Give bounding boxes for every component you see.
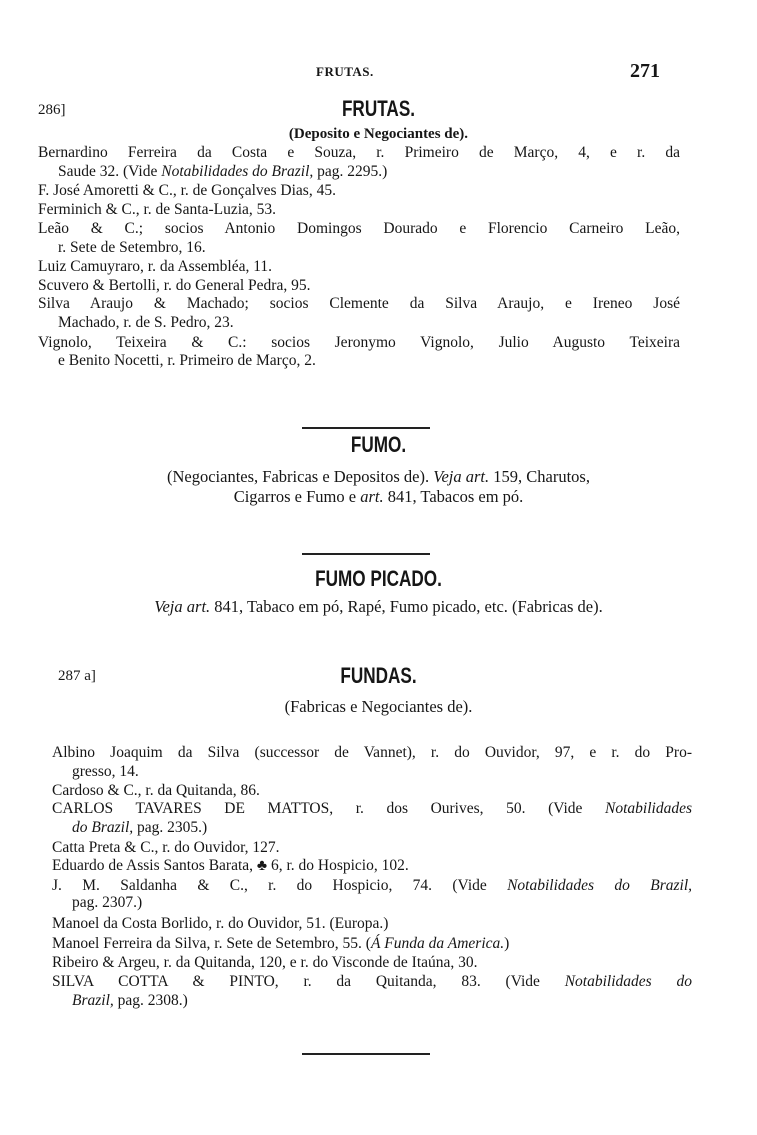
section-title-fumo-picado: FUMO PICADO. (315, 566, 442, 591)
entry-line (52, 743, 692, 762)
text-segment: 841, Tabacos em pó. (383, 487, 524, 506)
entry-line (58, 162, 387, 181)
text-segment: Albino Joaquim da Silva (successor de Vannet), r. do Ouvidor, 97, e r. do Pro- (52, 744, 692, 761)
text-segment: F. José Amoretti & C., r. de Gonçalves Dias, 45. (38, 182, 336, 199)
page-number: 271 (630, 60, 660, 82)
section-title-fundas: FUNDAS. (340, 663, 417, 688)
text-segment: pag. 2308.) (113, 992, 188, 1009)
text-segment: r. Sete de Setembro, 16. (58, 239, 206, 256)
running-head-title: FRUTAS. (316, 64, 374, 79)
section-subtitle: (Fabricas e Negociantes de). (284, 697, 473, 716)
text-segment: Vignolo, Teixeira & C.: socios Jeronymo Vignolo, Julio Augusto Teixeira (38, 334, 680, 351)
section-number: 287 a] (58, 668, 96, 684)
entry-line (58, 238, 206, 257)
divider (302, 427, 430, 429)
text-line (0, 467, 757, 486)
text-segment: Brazil, (72, 992, 114, 1009)
text-segment: 841, Tabaco em pó, Rapé, Fumo picado, etc. (Fabricas de). (210, 597, 603, 616)
text-segment: Luiz Camuyraro, r. da Assembléa, 11. (38, 258, 273, 275)
entry-line (38, 257, 272, 276)
text-segment: Á Funda da America. (370, 935, 505, 952)
entry-line (72, 991, 188, 1010)
text-segment: Cardoso & C., r. da Quitanda, 86. (52, 782, 260, 799)
text-segment: Ribeiro & Argeu, r. da Quitanda, 120, e r. do Visconde de Itaúna, 30. (52, 954, 478, 971)
entry-line (52, 914, 388, 933)
entry-line (38, 333, 680, 352)
text-segment: Manoel Ferreira da Silva, r. Sete de Setembro, 55. ( (52, 935, 371, 952)
text-segment: Notabilidades do Brazil, (161, 163, 314, 180)
entry-line (38, 294, 680, 313)
entry-line (38, 181, 336, 200)
text-segment: Manoel da Costa Borlido, r. do Ouvidor, 51. (Europa.) (52, 915, 389, 932)
entry-line (58, 351, 316, 370)
section-number: 286] (38, 102, 66, 118)
text-segment: gresso, 14. (72, 763, 139, 780)
entry-line (52, 953, 478, 972)
entry-line (38, 143, 680, 162)
text-segment: Bernardino Ferreira da Costa e Souza, r. Primeiro de Março, 4, e r. da (38, 144, 680, 161)
text-segment: ) (504, 935, 510, 952)
text-segment: Machado, r. de S. Pedro, 23. (58, 314, 234, 331)
entry-line (52, 934, 509, 953)
text-segment: art. (360, 487, 384, 506)
text-segment: Leão & C.; socios Antonio Domingos Dourado e Florencio Carneiro Leão, (38, 220, 680, 237)
text-segment: Ferminich & C., r. de Santa-Luzia, 53. (38, 201, 277, 218)
entry-line (72, 818, 207, 837)
entry-line (38, 276, 310, 295)
text-segment: e Benito Nocetti, r. Primeiro de Março, 2. (58, 352, 316, 369)
text-segment: J. M. Saldanha & C., r. do Hospicio, 74. (Vide (52, 877, 508, 894)
text-segment: Notabilidades (605, 800, 692, 817)
text-segment: Veja art. (154, 597, 211, 616)
section-subtitle: (Deposito e Negociantes de). (288, 126, 469, 142)
text-segment: Notabilidades do Brazil, (507, 877, 692, 894)
entry-line (52, 781, 260, 800)
text-segment: Cigarros e Fumo e (233, 487, 361, 506)
entry-line (52, 799, 692, 818)
entry-line (72, 762, 139, 781)
text-segment: pag. 2295.) (313, 163, 388, 180)
entry-line (52, 838, 280, 857)
text-segment: Veja art. (433, 467, 490, 486)
entry-line (52, 972, 692, 991)
text-segment: Eduardo de Assis Santos Barata, ♣ 6, r. do Hospicio, 102. (52, 857, 409, 874)
text-segment: pag. 2307.) (72, 894, 143, 911)
entry-line (72, 893, 142, 912)
text-line (0, 597, 757, 616)
section-title-frutas: FRUTAS. (341, 96, 416, 121)
entry-line (38, 200, 276, 219)
text-segment: (Negociantes, Fabricas e Depositos de). (167, 467, 434, 486)
text-segment: Notabilidades do (564, 973, 692, 990)
text-segment: CARLOS TAVARES DE MATTOS, r. dos Ourives, 50. (Vide (52, 800, 606, 817)
entry-line (58, 313, 234, 332)
entry-line (52, 856, 409, 875)
text-segment: Silva Araujo & Machado; socios Clemente da Silva Araujo, e Ireneo José (38, 295, 680, 312)
text-segment: 159, Charutos, (489, 467, 590, 486)
text-line (0, 487, 757, 506)
text-segment: pag. 2305.) (133, 819, 208, 836)
text-segment: do Brazil, (72, 819, 134, 836)
text-segment: SILVA COTTA & PINTO, r. da Quitanda, 83. (Vide (52, 973, 565, 990)
text-segment: Scuvero & Bertolli, r. do General Pedra, 95. (38, 277, 311, 294)
entry-line (38, 219, 680, 238)
text-segment: Catta Preta & C., r. do Ouvidor, 127. (52, 839, 280, 856)
section-title-fumo: FUMO. (350, 432, 407, 457)
divider (302, 553, 430, 555)
entry-line (52, 876, 692, 895)
text-segment: Saude 32. (Vide (58, 163, 162, 180)
divider (302, 1053, 430, 1055)
